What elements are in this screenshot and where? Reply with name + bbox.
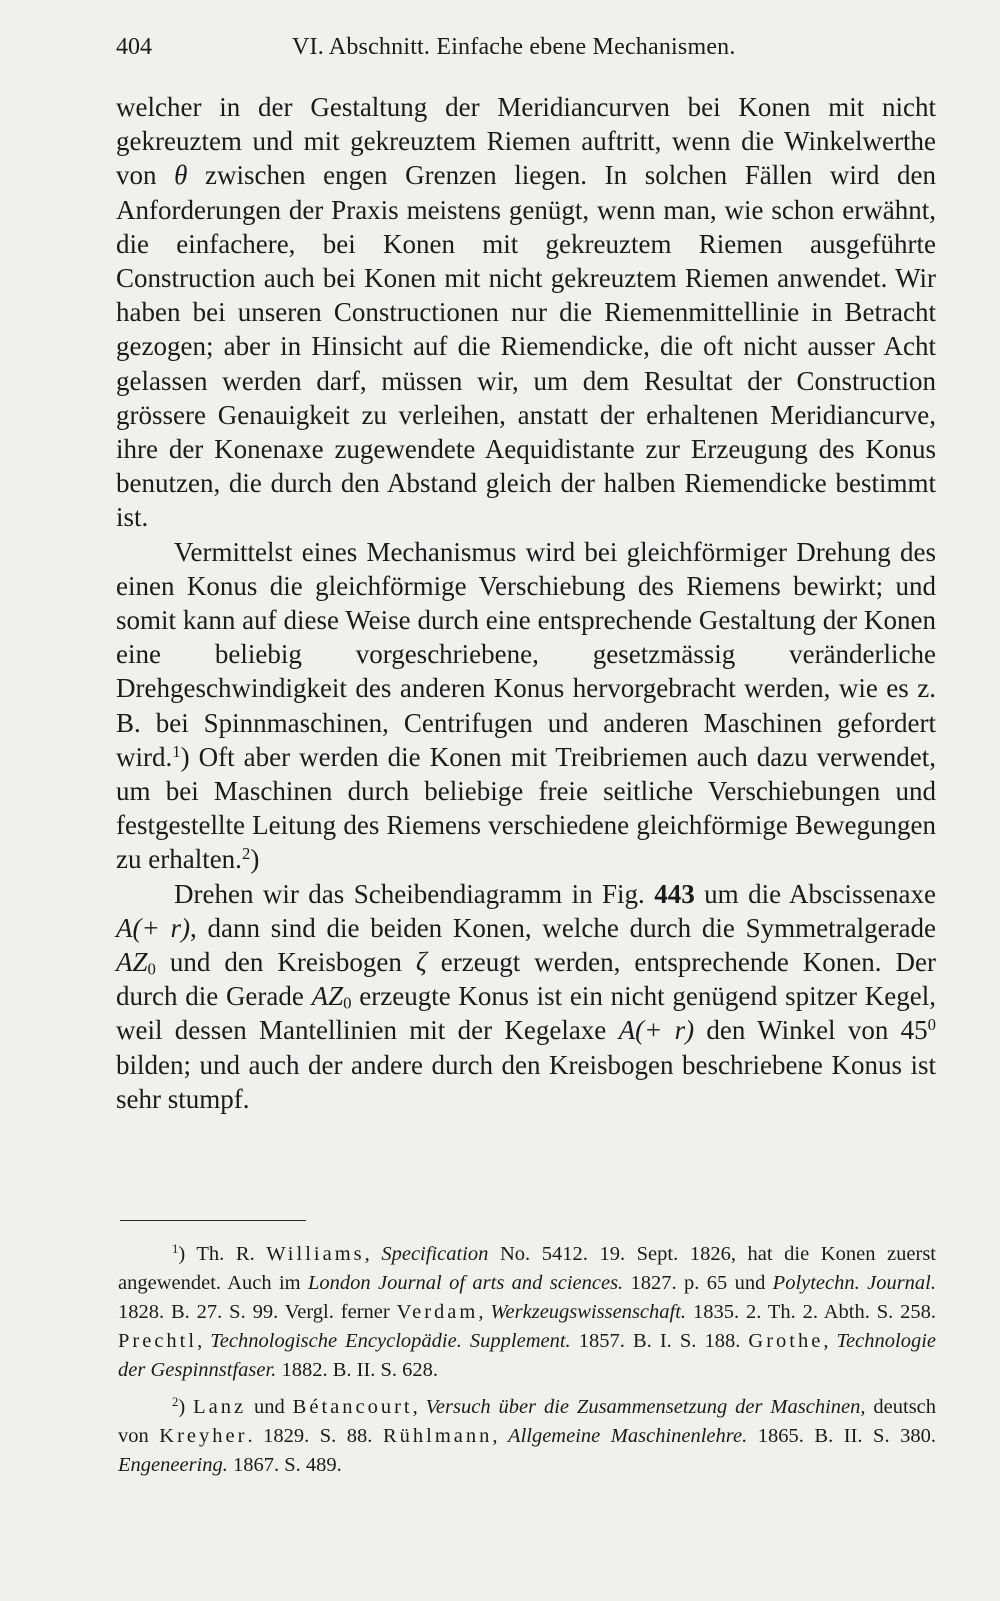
- running-title: VI. Abschnitt. Einfache ebene Mechanismen.: [292, 34, 736, 60]
- work-title: Technologie der Gespinnstfaser.: [118, 1330, 936, 1381]
- text-run: ,: [823, 1330, 837, 1352]
- main-text: [116, 90, 936, 1116]
- text-run: deutsch von: [118, 1396, 937, 1447]
- text-run: erzeugte Konus ist ein nicht genügend spitzer Kegel, weil dessen Mantellinien mit der Kegelaxe: [116, 981, 936, 1046]
- author-name: Kreyher: [159, 1425, 248, 1447]
- text-run: . 1829. S. 88.: [247, 1425, 383, 1447]
- math-az: AZ: [311, 981, 344, 1012]
- footnote-2: [118, 1393, 936, 1480]
- text-run: und: [246, 1396, 293, 1418]
- text-run: erzeugt werden, entsprechende Konen. Der durch die Gerade: [116, 947, 937, 1012]
- footnotes: [118, 1240, 936, 1488]
- text-run: bilden; und auch der andere durch den Kreisbogen beschriebene Konus ist sehr stumpf.: [116, 1049, 936, 1114]
- footnote-ref-2[interactable]: 2: [241, 844, 251, 864]
- figure-ref: 443: [654, 878, 695, 909]
- text-run: 1857. B. I. S. 188.: [570, 1330, 749, 1352]
- text-run: ): [178, 1396, 194, 1418]
- text-run: und den Kreisbogen: [155, 947, 416, 978]
- text-run: ,: [412, 1396, 426, 1418]
- math-axis: A(+ r): [116, 912, 190, 943]
- text-run: ) Th. R.: [178, 1243, 267, 1265]
- math-theta: θ: [174, 160, 188, 191]
- work-title: Engeneering.: [118, 1454, 228, 1476]
- text-run: den Winkel von 45: [694, 1015, 928, 1046]
- text-run: 1827. p. 65 und: [623, 1272, 773, 1294]
- text-run: Drehen wir das Scheibendiagramm in Fig.: [174, 878, 655, 909]
- text-run: Vermittelst eines Mechanismus wird bei gleichförmiger Drehung des einen Konus die gleichförmige Verschiebung des Riemens bewirkt; und somit kann auf diese Weise durch eine entsprechende Gestaltung der Konen eine beliebig vorgeschriebene, gesetzmässig veränderliche Drehgeschwindigkeit des anderen Konus hervorgebracht werden, wie es z. B. bei Spinnmaschinen, Centrifugen und anderen Maschinen gefordert wird.: [116, 536, 936, 772]
- math-subscript: 0: [147, 959, 156, 979]
- paragraph-2: [116, 535, 936, 877]
- text-run: 1835. 2. Th. 2. Abth. S. 258.: [686, 1301, 937, 1323]
- work-title: Technologische Encyclopädie. Supplement.: [210, 1330, 571, 1352]
- page-header: [116, 34, 936, 74]
- text-run: 1828. B. 27. S. 99. Vergl. ferner: [118, 1301, 397, 1323]
- work-title: Specification: [381, 1243, 489, 1265]
- math-az: AZ: [116, 947, 148, 978]
- author-name: Verdam: [396, 1301, 479, 1323]
- text-run: 1882. B. II. S. 628.: [276, 1359, 439, 1381]
- math-zeta: ζ: [415, 947, 427, 978]
- degree-mark: 0: [927, 1015, 937, 1035]
- text-run: um die Abscissenaxe: [694, 878, 936, 909]
- text-run: ) Oft aber werden die Konen mit Treibriemen auch dazu verwendet, um bei Maschinen durch beliebige freie seitliche Verschiebungen und festgestellte Leitung des Riemens verschiedene gleichförmige Bewegungen zu erhalten.: [116, 741, 936, 875]
- paragraph-3: [116, 877, 936, 1116]
- paragraph-1: [116, 90, 936, 535]
- text-run: No. 5412. 19. Sept. 1826, hat die Konen zuerst angewendet. Auch im: [118, 1243, 936, 1294]
- work-title: Polytechn. Journal.: [772, 1272, 937, 1294]
- text-run: 1865. B. II. S. 380.: [747, 1425, 936, 1447]
- author-name: Grothe: [748, 1330, 824, 1352]
- footnote-mark: 1: [172, 1242, 179, 1257]
- author-name: Lanz: [193, 1396, 247, 1418]
- footnote-1: [118, 1240, 936, 1385]
- text-run: ): [250, 844, 260, 875]
- work-title: Allgemeine Maschinenlehre.: [508, 1425, 748, 1447]
- author-name: Rühlmann: [382, 1425, 493, 1447]
- footnote-separator: [120, 1220, 306, 1221]
- page-number: 404: [116, 34, 152, 60]
- work-title: Versuch über die Zusammensetzung der Maschinen,: [425, 1396, 866, 1418]
- text-run: ,: [478, 1301, 491, 1323]
- text-run: zwischen engen Grenzen liegen. In solchen Fällen wird den Anforderungen der Praxis meistens genügt, wenn man, wie schon erwähnt, die einfachere, bei Konen mit gekreuztem Riemen ausgeführte Construction auch bei Konen mit nicht gekreuztem Riemen anwendet. Wir haben bei unseren Constructionen nur die Riemenmittellinie in Betracht gezogen; aber in Hinsicht auf die Riemendicke, die oft nicht ausser Acht gelassen werden darf, müssen wir, um dem Resultat der Construction grössere Genauigkeit zu verleihen, anstatt der erhaltenen Meridiancurve, ihre der Konenaxe zugewendete Aequidistante zur Erzeugung des Konus benutzen, die durch den Abstand gleich der halben Riemendicke bestimmt ist.: [116, 160, 936, 533]
- work-title: London Journal of arts and sciences.: [307, 1272, 624, 1294]
- text-run: welcher in der Gestaltung der Meridiancurven bei Konen mit nicht gekreuztem und mit gekreuztem Riemen auftritt, wenn die Winkelwerthe von: [116, 92, 936, 191]
- author-name: Prechtl: [118, 1330, 198, 1352]
- author-name: Williams: [266, 1243, 365, 1265]
- math-axis: A(+ r): [618, 1015, 695, 1046]
- footnote-mark: 2: [172, 1395, 179, 1410]
- work-title: Werkzeugswissenschaft.: [490, 1301, 687, 1323]
- text-run: 1867. S. 489.: [227, 1454, 342, 1476]
- text-run: ,: [364, 1243, 382, 1265]
- text-run: ,: [197, 1330, 211, 1352]
- author-name: Bétancourt: [292, 1396, 413, 1418]
- text-run: , dann sind die beiden Konen, welche durch die Symmetralgerade: [189, 912, 937, 943]
- footnote-ref-1[interactable]: 1: [172, 741, 181, 761]
- text-run: ,: [492, 1425, 509, 1447]
- math-subscript: 0: [343, 993, 352, 1013]
